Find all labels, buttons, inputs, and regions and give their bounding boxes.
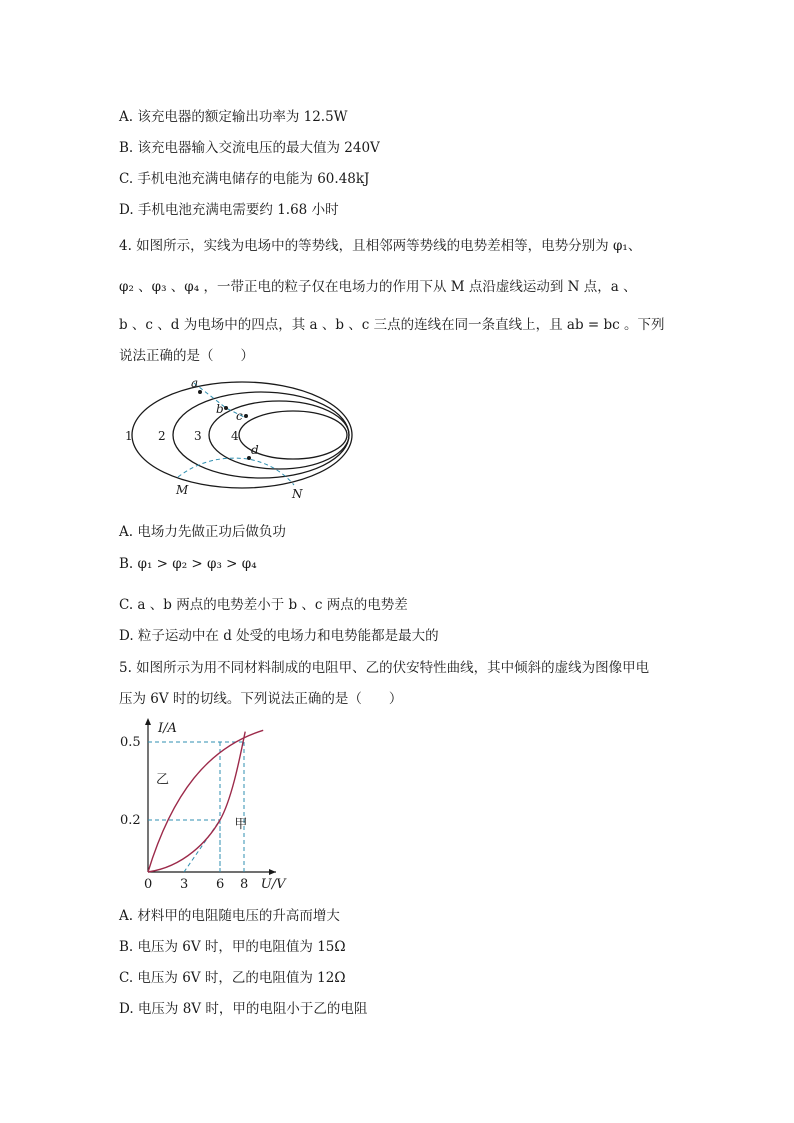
q3-option-a: A. 该充电器的额定输出功率为 12.5W	[119, 109, 348, 125]
point-b-label: b	[216, 402, 224, 416]
y-tick-0.2: 0.2	[120, 813, 141, 828]
y-tick-0.5: 0.5	[120, 735, 141, 750]
q4-stem-line3: b 、c 、d 为电场中的四点，其 a 、b 、c 三点的连线在同一条直线上，且 ab = bc 。下列	[119, 317, 665, 333]
point-c-dot	[244, 414, 248, 418]
curve-yi	[148, 730, 263, 872]
q4-option-c: C. a 、b 两点的电势差小于 b 、c 两点的电势差	[119, 597, 408, 613]
x-axis-arrow	[269, 869, 276, 875]
x-axis-label: U/V	[260, 877, 286, 892]
point-d-label: d	[251, 443, 259, 457]
q4-option-a: A. 电场力先做正功后做负功	[119, 524, 286, 540]
series-yi-label: 乙	[156, 772, 170, 788]
equipotential-figure	[118, 372, 363, 502]
q4-option-d: D. 粒子运动中在 d 处受的电场力和电势能都是最大的	[119, 628, 439, 644]
q3-option-c: C. 手机电池充满电储存的电能为 60.48kJ	[119, 171, 370, 187]
x-tick-3: 3	[180, 877, 189, 892]
q5-option-b: B. 电压为 6V 时，甲的电阻值为 15Ω	[119, 939, 346, 955]
x-tick-6: 6	[216, 877, 225, 892]
q5-option-a: A. 材料甲的电阻随电压的升高而增大	[119, 908, 340, 924]
q3-option-b: B. 该充电器输入交流电压的最大值为 240V	[119, 140, 380, 156]
iv-chart	[112, 712, 302, 897]
y-axis-label: I/A	[158, 721, 177, 736]
q4-stem-line1: 4. 如图所示，实线为电场中的等势线，且相邻两等势线的电势差相等，电势分别为 φ₁、	[119, 238, 642, 254]
point-c-label: c	[236, 409, 243, 423]
q3-option-d: D. 手机电池充满电需要约 1.68 小时	[119, 202, 339, 218]
q4-stem-line4: 说法正确的是（ ）	[119, 348, 254, 364]
q5-option-d: D. 电压为 8V 时，甲的电阻小于乙的电阻	[119, 1001, 368, 1017]
q4-stem-line2: φ₂ 、φ₃ 、φ₄ ，一带正电的粒子仅在电场力的作用下从 M 点沿虚线运动到 N 点，a 、	[119, 279, 637, 295]
point-a-dot	[198, 390, 202, 394]
y-axis-arrow	[145, 718, 151, 725]
point-n-label: N	[292, 487, 303, 501]
point-a-label: a	[191, 376, 199, 390]
label-4: 4	[231, 429, 239, 443]
q5-stem-line2: 压为 6V 时的切线。下列说法正确的是（ ）	[119, 691, 403, 707]
label-2: 2	[158, 429, 166, 443]
q5-option-c: C. 电压为 6V 时，乙的电阻值为 12Ω	[119, 970, 346, 986]
series-jia-label: 甲	[234, 816, 248, 832]
point-b-dot	[224, 406, 228, 410]
label-1: 1	[125, 429, 133, 443]
x-tick-0: 0	[144, 877, 153, 892]
x-tick-8: 8	[240, 877, 249, 892]
curve-jia	[148, 732, 248, 872]
label-3: 3	[194, 429, 202, 443]
q5-stem-line1: 5. 如图所示为用不同材料制成的电阻甲、乙的伏安特性曲线，其中倾斜的虚线为图像甲电	[119, 660, 650, 676]
q4-option-b: B. φ₁ > φ₂ > φ₃ > φ₄	[119, 556, 257, 572]
point-m-label: M	[176, 483, 189, 497]
